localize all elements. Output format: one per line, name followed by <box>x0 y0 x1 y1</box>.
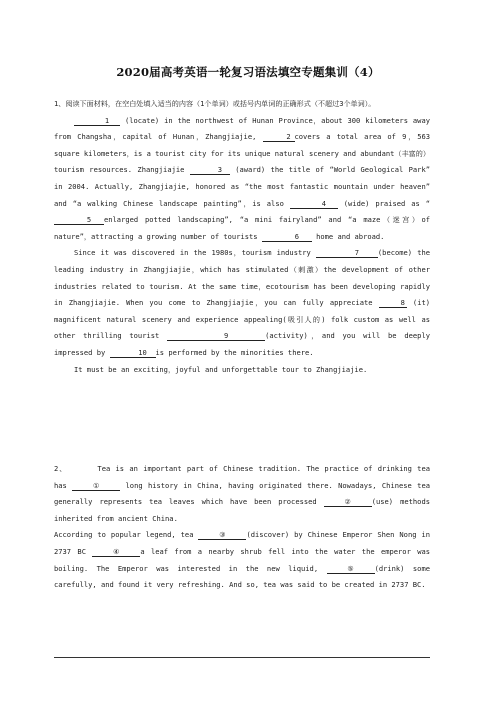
q2-p2-text-2: (discover) by Chinese Emperor Shen Nong in 2737 BC <box>54 530 431 556</box>
q1-instruction: 1、阅读下面材料，在空白处填入适当的内容（1个单词）或括号内单词的正确形式（不超过3个单词）。 <box>54 99 376 108</box>
blank-1[interactable]: 1 <box>74 116 120 126</box>
q1-p1-text-5: enlarged potted landscaping”, “a mini fairyland” and “a maze（迷宫）of nature”，attracting a growing number of tourists <box>54 215 430 241</box>
blank-4[interactable]: 4 <box>290 199 338 209</box>
blank-10[interactable]: 10 <box>110 348 156 358</box>
blank-q2-1[interactable]: ① <box>72 481 120 491</box>
q2-p2-text-1: According to popular legend, tea <box>54 530 199 540</box>
blank-q2-3[interactable]: ③ <box>198 530 246 540</box>
blank-8[interactable]: 8 <box>379 298 407 308</box>
q2-p1-text-3: (use) methods inherited from ancient China. <box>54 497 430 523</box>
blank-q2-2[interactable]: ② <box>324 497 372 507</box>
blank-2[interactable]: 2 <box>263 132 295 142</box>
q1-p1-text-2: covers a total area of 9，563 square kilometers，is a tourist city for its unique natural scenery and abundant（丰富的） tourism resources. Zhangjiajie <box>54 132 431 175</box>
q1-paragraph-3: It must be an exciting，joyful and unforgettable tour to Zhangjiajie. <box>74 364 368 374</box>
q1-paragraph-2 <box>54 245 430 361</box>
q2-paragraph-2 <box>54 527 430 593</box>
q1-p2-text-5: is performed by the minorities there. <box>155 347 314 357</box>
q2-p1-text-1: Tea is an important part of Chinese tradition. The practice of drinking tea has <box>54 464 430 490</box>
q1-p2-text-3: (it) magnificent natural scenery and experience appealing(吸引人的) folk custom as well as other thrilling tourist <box>54 298 431 341</box>
q1-p1-text-3: (award) the title of “World Geological Park” in 2004. Actually, Zhangjiajie, honored as “the most fantastic mountain under heaven” and “a walking Chinese landscape painting”，is also <box>54 165 430 208</box>
blank-3[interactable]: 3 <box>190 165 230 175</box>
blank-5[interactable]: 5 <box>54 215 104 225</box>
q1-p1-text-4: (wide) praised as “ <box>337 198 430 208</box>
q1-p1-text-1: (locate) in the northwest of Hunan Province，about 300 kilometers away from Changsha，capital of Hunan，Zhangjiajie, <box>54 115 430 142</box>
page-title: 2020届高考英语一轮复习语法填空专题集训（4） <box>116 65 380 79</box>
q2-p1-text-2: long history in China, having originated there. Nowadays, Chinese tea generally represents tea leaves which have been processed <box>54 480 430 507</box>
blank-9[interactable]: 9 <box>167 331 265 341</box>
q1-paragraph-1 <box>54 113 430 246</box>
q2-p2-text-3: a leaf from a nearby shrub fell into the water the emperor was boiling. The Emperor was interested in the new liquid, <box>54 546 431 573</box>
q1-p2-text-1: Since it was discovered in the 1980s，tourism industry <box>74 248 316 258</box>
q1-p2-text-4: (activity)，and you will be deeply impressed by <box>54 331 430 357</box>
q2-paragraph-1 <box>54 461 430 527</box>
q2-number: 2、 <box>54 464 68 473</box>
footer-rule <box>54 657 430 658</box>
blank-7[interactable]: 7 <box>316 248 378 258</box>
blank-6[interactable]: 6 <box>262 232 312 242</box>
q1-p2-text-2: (become) the leading industry in Zhangjiajie，which has stimulated（刺激）the development of other industries related to tourism. At the same time，ecotourism has been developing rapidly in Zhangjiajie. When you come to Zhangjiajie，you can fully appreciate <box>54 248 431 308</box>
blank-q2-5[interactable]: ⑤ <box>327 564 375 574</box>
question-1 <box>54 96 430 378</box>
q1-p1-text-6: home and abroad. <box>311 231 385 241</box>
q2-p2-text-4: (drink) some carefully, and found it very refreshing. And so, tea was said to be created in 2737 BC. <box>54 563 430 590</box>
question-2 <box>54 461 430 594</box>
blank-q2-4[interactable]: ④ <box>92 547 140 557</box>
